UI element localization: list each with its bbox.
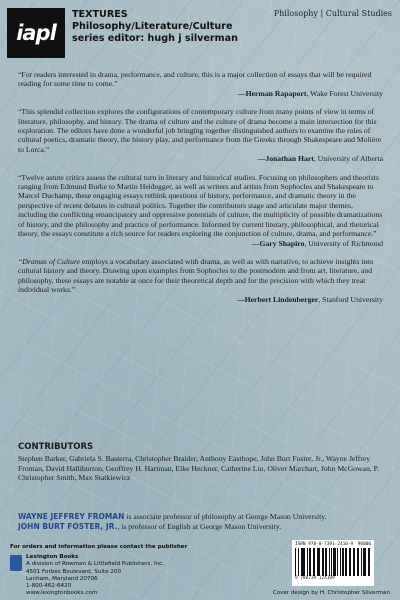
barcode-number: 9 780739 124109 xyxy=(295,576,335,581)
endorsement-quote: “Twelve astute critics assess the cultural turn in literary and historical studies. Focusing on philosophers and theorists ranging from Edmund Burke to Martin Heidegger, as well as writers and artists from Sophocles and Shakespeare to Marcel Duchamp, these engaging essays rethink questions of history, performance, and dramatic theory in the perspective of recent debates in cultural politics. Together the contributors stage and articulate major themes, including the conflicting emancipatory and oppressive potentials of culture, the multiplicity of possible dramatizations of history, and the philosophy and practice of performance. Informed by current literary, philosophical, and rhetorical theory, the essays constitute a rich source for readers exploring the conjunction of culture, drama, and performance.” xyxy=(18,172,383,239)
endorser-name: —Herman Rapaport xyxy=(237,88,307,98)
endorsement-quote-text: employs a vocabulary associated with drama, as well as with narrative, to achieve insights into cultural history and theory. Drawing upon examples from Sophocles to the postmodern and from art, literature, and philosophy, these essays are notable at once for their theoretical depth and for the precision with which they treat individual works.” xyxy=(18,256,374,295)
publisher-info xyxy=(10,544,210,597)
publisher-division: A division of Rowman & Littlefield Publishers, Inc. xyxy=(26,561,165,568)
endorsement-attribution xyxy=(18,295,383,304)
publisher-street: 4501 Forbes Boulevard, Suite 200 xyxy=(26,568,122,575)
endorsement xyxy=(18,107,383,163)
endorsement-attribution xyxy=(18,239,383,248)
endorsement xyxy=(18,257,383,304)
editor-bio xyxy=(18,522,388,532)
endorsement-quote xyxy=(18,257,383,295)
contributors-list: Stephen Barker, Gabriela S. Basterra, Christopher Braider, Anthony Easthope, John Burt Foster, Jr., Wayne Jeffrey Froman, David Halliburton, Geoffrey H. Hartman, Elke Heckner, Catherine Liu, Oliver Marchart, John McGowan, P. Christopher Smith, Max Statkiewicz xyxy=(18,454,379,483)
endorsement xyxy=(18,173,383,248)
publisher-block xyxy=(10,554,210,597)
editor-bio xyxy=(18,512,388,522)
endorsements xyxy=(18,70,383,313)
endorsement-quote: “This splendid collection explores the configurations of contemporary culture from many points of view in terms of literature, philosophy, and history. The drama of culture and the culture of drama become a main intersection for this exploration. The editors have done a wonderful job bringing together distinguished authors to examine the roles of cultural poetics, dramatic theory, the history play, and performance from the Greeks through Shakespeare and Molière to Lorca.” xyxy=(18,107,382,154)
endorser-affiliation: , University of Richmond xyxy=(304,238,383,248)
contributors-section xyxy=(18,443,383,483)
endorsement xyxy=(18,70,383,98)
endorser-name: —Jonathan Hart xyxy=(257,154,314,164)
endorser-affiliation: , Wake Forest University xyxy=(306,88,383,98)
editor-description: is associate professor of philosophy at George Mason University. xyxy=(124,512,327,521)
isbn-barcode xyxy=(292,540,374,586)
series-editor: series editor: hugh j silverman xyxy=(72,33,238,44)
isbn-label: ISBN 978-0-7391-2410-9 xyxy=(295,542,354,547)
endorser-name: —Herbert Lindenberger xyxy=(236,294,319,304)
cover-design-credit: Cover design by H. Christopher Silverman xyxy=(272,590,390,596)
editor-description: , is professor of English at George Mason University. xyxy=(117,522,282,531)
editors-section xyxy=(18,512,388,532)
editor-name: WAYNE JEFFREY FROMAN xyxy=(18,512,125,521)
editor-name: JOHN BURT FOSTER, JR. xyxy=(18,522,118,531)
publisher-name: Lexington Books xyxy=(26,554,79,561)
book-title-in-quote: “Dramas of Culture xyxy=(18,256,81,266)
publisher-phone: 1-800-462-6420 xyxy=(26,583,72,590)
series-subtitle: Philosophy/Literature/Culture xyxy=(72,21,233,32)
barcode-bars xyxy=(295,548,371,576)
series-info xyxy=(72,9,272,45)
series-title: TEXTURES xyxy=(72,9,128,20)
orders-heading: For orders and information please contact the publisher xyxy=(10,544,188,550)
endorser-affiliation: , Stanford University xyxy=(318,294,383,304)
endorser-name: —Gary Shapiro xyxy=(251,238,305,248)
lexington-books-logo-icon xyxy=(10,555,22,571)
endorsement-quote: “For readers interested in drama, performance, and culture, this is a major collection of essays that will be required reading for some time to come.” xyxy=(18,70,372,89)
endorsement-attribution xyxy=(18,89,383,98)
iapl-logo: iapl xyxy=(7,8,65,58)
endorser-affiliation: , University of Alberta xyxy=(313,154,383,164)
publisher-city: Lanham, Maryland 20706 xyxy=(26,575,98,582)
price-code: 90000 xyxy=(357,542,371,547)
barcode-bar xyxy=(369,548,370,576)
subject-category: Philosophy | Cultural Studies xyxy=(273,9,392,18)
contributors-heading: CONTRIBUTORS xyxy=(18,442,94,452)
endorsement-attribution xyxy=(18,154,383,163)
publisher-website[interactable]: www.lexingtonbooks.com xyxy=(26,590,98,597)
publisher-address xyxy=(26,554,164,597)
